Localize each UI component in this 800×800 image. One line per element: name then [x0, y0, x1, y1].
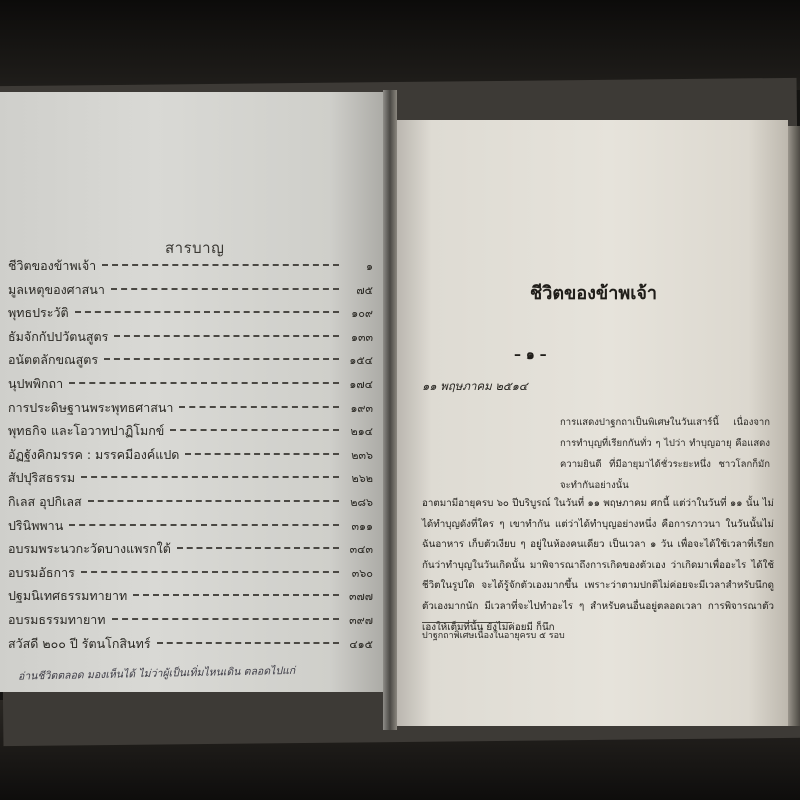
toc-leader-dashes [133, 593, 339, 596]
toc-leader-dashes [69, 381, 339, 384]
toc-entry-label: อบรมพระนวกะวัดบางแพรกใต้ [8, 541, 171, 557]
footnote-rule [422, 622, 512, 623]
toc-entry-label: การประดิษฐานพระพุทธศาสนา [8, 399, 174, 415]
toc-entry [8, 539, 373, 559]
toc-entry-label: พุทธกิจ และโอวาทปาฏิโมกข์ [8, 423, 165, 439]
toc-entry-label: อบรมอัธการ [8, 564, 75, 580]
toc-entry-page: ๓๗๗ [348, 590, 373, 604]
toc-entry-label: สวัสดี ๒๐๐ ปี รัตนโกสินทร์ [8, 635, 151, 651]
toc-leader-dashes [170, 428, 339, 431]
toc-entry [8, 280, 373, 300]
toc-leader-dashes [157, 641, 339, 644]
toc-entry-label: ปฐมนิเทศธรรมทายาท [8, 588, 128, 604]
chapter-body-paragraph: อาตมามีอายุครบ ๖๐ ปีบริบูรณ์ ในวันที่ ๑๑ พฤษภาคม ศกนี้ แต่ว่าในวันที่ ๑๑ นั้น ไม่ได้ทำบุญดังที่ใคร ๆ เขาทำกัน แต่ว่าได้ทำบุญอย่างหนึ่ง คือการภาวนา ในวันนั้นไม่ฉันอาหาร เก็บตัวเงียบ ๆ อยู่ในห้องคนเดียว เป็นเวลา ๑ วัน เพื่อจะได้ใช้เวลาที่เรียกกันว่าทำบุญในวันเกิดนั้น มาพิจารณาถึงการเกิดของตัวเอง ว่าเกิดมาเพื่ออะไร ได้ใช้ชีวิตในรูปใด จะได้รู้จักตัวเองมากขึ้น เพราะว่าตามปกติไม่ค่อยจะมีเวลาสำหรับนึกดูตัวเองมากนัก มีเวลาที่จะไปทำอะไร ๆ สำหรับคนอื่นอยู่ตลอดเวลา การพิจารณาตัวเองให้เต็มที่นั้น ยังไม่ค่อยมี ก็นึก [422, 498, 774, 633]
toc-title: สารบาญ [165, 239, 225, 257]
toc-entry-page: ๓๙๗ [349, 614, 373, 627]
toc-entry-page: ๒๓๖ [351, 448, 373, 462]
toc-entry [8, 350, 373, 370]
chapter-number: – ๑ – [514, 347, 547, 363]
toc-entry [8, 374, 373, 394]
toc-entry-label: ชีวิตของข้าพเจ้า [8, 258, 97, 273]
toc-entry-page: ๓๖๐ [351, 566, 373, 580]
toc-leader-dashes [102, 263, 339, 266]
toc-entry-label: อัฏฐังคิกมรรค : มรรคมีองค์แปด [8, 446, 180, 462]
toc-entry-page: ๓๑๑ [351, 519, 373, 533]
toc-entry-page: ๒๖๒ [351, 472, 373, 486]
toc-entry [8, 327, 373, 347]
toc-entry-page: ๑๓๓ [350, 330, 373, 344]
toc-leader-dashes [185, 452, 339, 455]
toc-entry [8, 516, 373, 536]
toc-leader-dashes [114, 334, 339, 337]
toc-entry-page: ๓๔๓ [349, 543, 373, 557]
book-gutter [383, 90, 397, 730]
toc-entry-page: ๑๕๔ [349, 354, 373, 368]
toc-entry [8, 421, 373, 441]
toc-entry-label: สัปปุริสธรรม [8, 470, 76, 486]
toc-entry [8, 610, 373, 630]
toc-entry [8, 398, 373, 418]
toc-entry [8, 256, 373, 276]
toc-leader-dashes [88, 499, 339, 502]
toc-entry-page: ๒๘๖ [350, 496, 373, 509]
toc-entry-label: อนัตตลักขณสูตร [8, 352, 99, 368]
page-edge-shadow [788, 126, 800, 726]
chapter-date: ๑๑ พฤษภาคม ๒๕๑๔ [422, 379, 528, 393]
chapter-intro-paragraph: การแสดงปาฐกถาเป็นพิเศษในวันเสาร์นี้ เนื่องจากการทำบุญที่เรียกกันทั่ว ๆ ไปว่า ทำบุญอายุ คือแสดงความยินดี ที่มีอายุมาได้ชั่วระยะหนึ่ง ชาวโลกก็มักจะทำกันอย่างนั้น [560, 417, 770, 491]
toc-entry-page: ๔๑๕ [349, 637, 373, 651]
toc-entry [8, 468, 373, 488]
toc-entry [8, 303, 373, 323]
handwritten-note: อ่านชีวิตตลอด มองเห็นได้ ไม่ว่าผู้เป็นเทิ่มไหนเดิน ตลอดไปแก่ [17, 664, 296, 683]
toc-entry-label: ธัมจักกัปปวัตนสูตร [8, 328, 109, 344]
toc-entry-page: ๑ [366, 260, 373, 273]
toc-entry-label: ปรินิพพาน [8, 517, 64, 533]
toc-leader-dashes [177, 546, 339, 549]
toc-entry [8, 445, 373, 465]
toc-entry-page: ๗๕ [356, 283, 373, 297]
backdrop-top [0, 0, 800, 90]
toc-entry-label: พุทธประวัติ [8, 305, 69, 321]
toc-entry [8, 563, 373, 583]
toc-entry-page: ๑๙๓ [350, 401, 373, 415]
toc-entry-page: ๒๑๔ [350, 425, 373, 439]
toc-leader-dashes [81, 475, 339, 478]
toc-entry [8, 634, 373, 654]
toc-entry [8, 492, 373, 512]
toc-leader-dashes [75, 310, 339, 313]
chapter-title: ชีวิตของข้าพเจ้า [530, 283, 658, 304]
toc-entry [8, 586, 373, 606]
toc-entry-label: มูลเหตุของศาสนา [8, 281, 105, 297]
toc-leader-dashes [69, 523, 339, 526]
toc-entry-label: นุปพพิกถา [8, 376, 64, 391]
footnote: ปาฐกถาพิเศษเนื่องในอายุครบ ๕ รอบ [422, 631, 565, 641]
toc-leader-dashes [104, 357, 339, 360]
toc-leader-dashes [112, 617, 339, 620]
toc-entry-label: กิเลส อุปกิเลส [8, 494, 82, 509]
toc-leader-dashes [81, 570, 339, 573]
toc-entry-page: ๑๐๙ [351, 307, 373, 321]
toc-leader-dashes [179, 405, 339, 408]
toc-leader-dashes [111, 287, 339, 290]
toc-entry-label: อบรมธรรมทายาท [8, 612, 106, 627]
toc-entry-page: ๑๗๔ [349, 378, 373, 391]
